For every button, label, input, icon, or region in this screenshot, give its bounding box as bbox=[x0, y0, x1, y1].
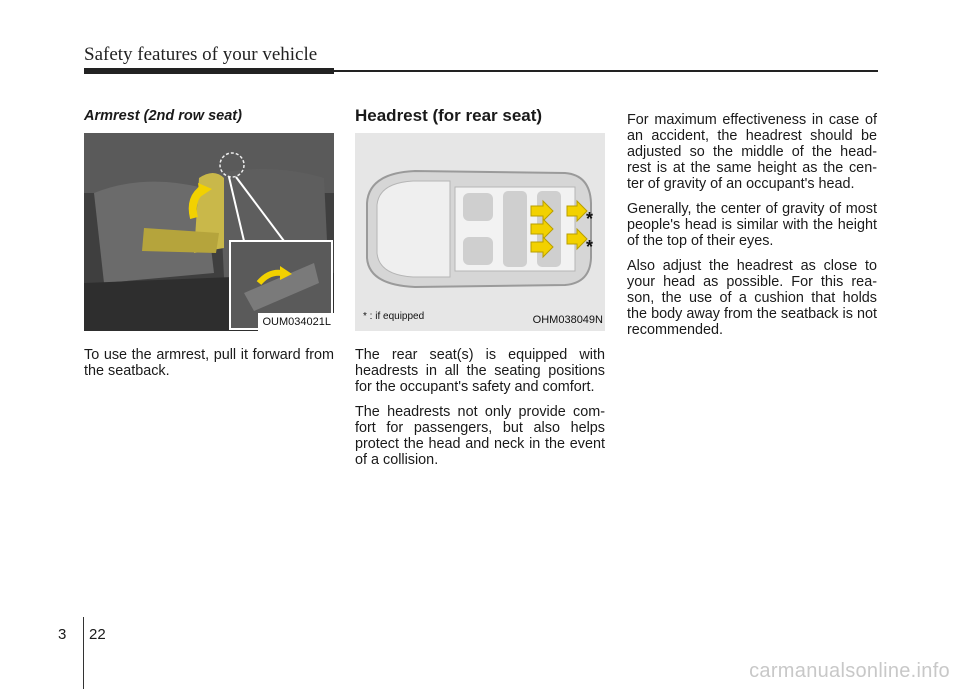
adjustment-paragraph-2: Generally, the center of gravity of most people's head is similar with the height of the top of their eyes. bbox=[627, 201, 877, 249]
page-number: 22 bbox=[89, 626, 106, 643]
footer-divider bbox=[83, 617, 84, 689]
adjustment-paragraph-1: For maximum effectiveness in case of an accident, the headrest should be adjusted so the middle of the head- rest is at the same height as the cen- ter of gravity of an occupant's head. bbox=[627, 112, 877, 192]
headrest-diagram bbox=[355, 133, 605, 331]
watermark: carmanualsonline.info bbox=[749, 660, 950, 682]
armrest-heading: Armrest (2nd row seat) bbox=[84, 108, 242, 124]
armrest-image-code: OUM034021L bbox=[258, 313, 335, 331]
armrest-photo bbox=[84, 133, 334, 331]
headrest-adjustment-section bbox=[627, 112, 877, 347]
adjustment-paragraph-3: Also adjust the headrest as close to your head as possible. For this rea- son, the use of a cushion that holds the body away from the seatback is not recommended. bbox=[627, 258, 877, 338]
headrest-image-code: OHM038049N bbox=[532, 314, 603, 326]
headrest-paragraph-1: The rear seat(s) is equipped with headrests in all the seating positions for the occupant's safety and comfort. bbox=[355, 347, 605, 395]
if-equipped-note: * : if equipped bbox=[363, 311, 425, 322]
armrest-illustration bbox=[84, 133, 334, 331]
svg-text:*: * bbox=[586, 237, 594, 257]
header-rule-thin bbox=[330, 70, 878, 72]
headrest-heading: Headrest (for rear seat) bbox=[355, 106, 543, 125]
headrest-section bbox=[355, 108, 605, 477]
headrest-paragraph-2: The headrests not only provide com- fort for passengers, but also helps protect the head and neck in the event of a collision. bbox=[355, 404, 605, 468]
header-title: Safety features of your vehicle bbox=[84, 44, 318, 65]
vehicle-topview-illustration bbox=[355, 133, 605, 331]
header-rule-thick bbox=[84, 68, 334, 74]
armrest-section bbox=[84, 108, 334, 388]
section-number: 3 bbox=[58, 626, 67, 643]
armrest-body: To use the armrest, pull it forward from the seatback. bbox=[84, 347, 334, 379]
svg-text:*: * bbox=[586, 209, 594, 229]
